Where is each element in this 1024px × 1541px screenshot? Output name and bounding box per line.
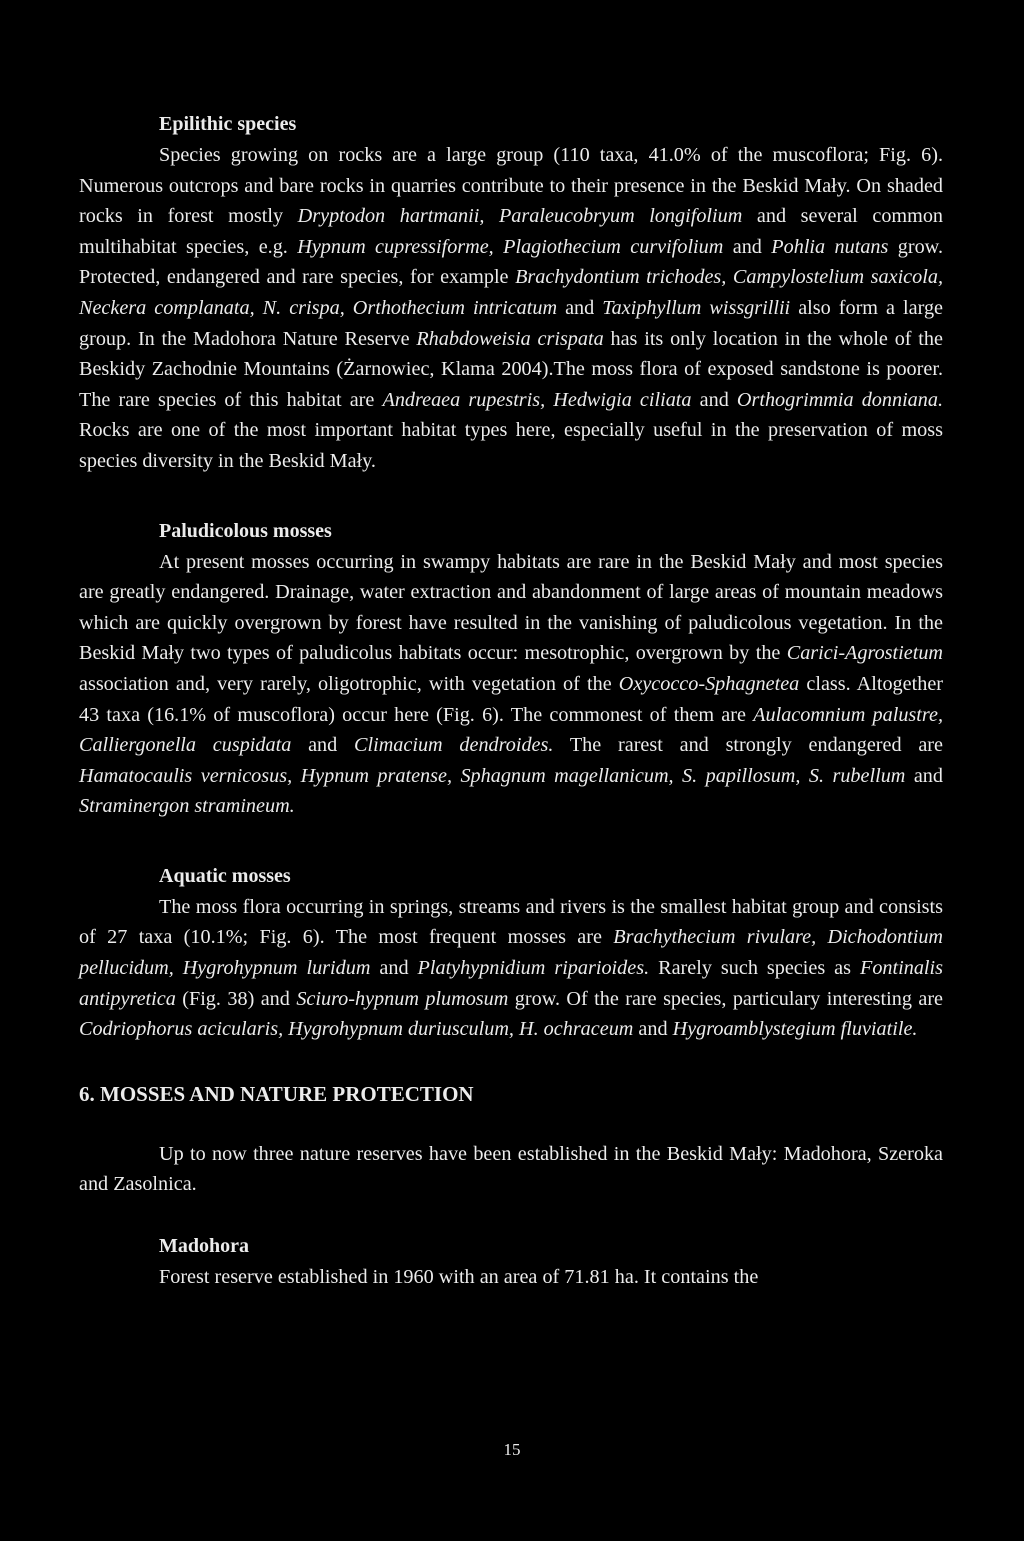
text-run: and	[723, 235, 772, 258]
text-run: The moss flora occurring in springs, streams and rivers is the smallest habitat group and consists of 27 taxa (10.1%; Fig. 6). The most frequent mosses are	[79, 895, 943, 949]
species-name: Taxiphyllum wissgrillii	[602, 296, 791, 319]
paragraph-epilithic	[79, 140, 943, 477]
species-name: Pohlia nutans	[771, 235, 889, 258]
text-run: At present mosses occurring in swampy habitats are rare in the Beskid Mały and most species are greatly endangered. Drainage, water extraction and abandonment of large areas of mountain meadows which are quickly overgrown by forest have resulted in the vanishing of paludicolous vegetation. In the Beskid Mały two types of paludicolus habitats occur: mesotrophic, overgrown by the	[79, 550, 943, 665]
text-run: class. Altogether 43 taxa (16.1% of muscoflora) occur here (Fig. 6). The commonest of them are	[79, 672, 943, 726]
paragraph-aquatic	[79, 892, 943, 1045]
text-run: Rarely such species as	[649, 957, 860, 980]
species-name: Brachythecium rivulare, Dichodontium pellucidum, Hygrohypnum luridum	[79, 926, 943, 980]
text-run: also form a large group. In the Madohora Nature Reserve	[79, 296, 943, 350]
heading-paludicolous: Paludicolous mosses	[159, 519, 332, 542]
species-name: Sciuro-hypnum plumosum	[296, 987, 509, 1010]
species-name: Aulacomnium palustre, Calliergonella cuspidata	[79, 703, 943, 757]
text-run: and	[370, 957, 418, 980]
species-name: Codriophorus acicularis, Hygrohypnum duriusculum, H. ochraceum	[79, 1018, 634, 1041]
text-run: has its only location in the whole of the Beskidy Zachodnie Mountains (Żarnowiec, Klama 2004).The moss flora of exposed sandstone is poorer. The rare species of this habitat are	[79, 327, 943, 411]
section-epilithic	[79, 110, 943, 477]
heading-nature-protection: 6. MOSSES AND NATURE PROTECTION	[79, 1081, 474, 1106]
section-aquatic	[79, 862, 943, 1045]
text-run: and	[557, 296, 603, 319]
species-name: Carici-Agrostietum	[786, 642, 943, 665]
text-run: Species growing on rocks are a large group (110 taxa, 41.0% of the muscoflora; Fig. 6). Numerous outcrops and bare rocks in quarries contribute to their presence in the Beskid Mały. On shaded rocks in forest mostly	[79, 144, 943, 228]
document-page	[79, 110, 943, 1293]
paragraph-paludicolous	[79, 547, 943, 822]
species-name: Fontinalis antipyretica	[79, 957, 943, 1010]
species-name: Andreaea rupestris, Hedwigia ciliata	[382, 388, 692, 411]
heading-aquatic: Aquatic mosses	[159, 864, 291, 887]
text-run: and	[691, 388, 737, 411]
text-run: grow. Of the rare species, particulary interesting are	[508, 987, 944, 1010]
species-name: Platyhypnidium riparioides.	[417, 957, 650, 980]
species-name: Climacium dendroides.	[354, 734, 554, 757]
species-name: Straminergon stramineum.	[79, 795, 295, 818]
species-name: Orthogrimmia donniana.	[736, 388, 944, 411]
text-run: and	[291, 734, 355, 757]
species-name: Oxycocco-Sphagnetea	[618, 672, 800, 695]
species-name: Hygroamblystegium fluviatile.	[672, 1018, 918, 1041]
text-run: and several common multihabitat species, e.g.	[79, 205, 944, 258]
species-name: Hamatocaulis vernicosus, Hypnum pratense, Sphagnum magellanicum, S. papillosum, S. rubellum	[79, 764, 906, 787]
species-name: Rhabdoweisia crispata	[416, 327, 604, 350]
text-run: association and, very rarely, oligotrophic, with vegetation of the	[79, 672, 619, 695]
text-run: grow. Protected, endangered and rare species, for example	[79, 235, 943, 289]
species-name: Brachydontium trichodes, Campylostelium saxicola, Neckera complanata, N. crispa, Orthothecium intricatum	[79, 266, 943, 319]
paragraph-madohora: Forest reserve established in 1960 with an area of 71.81 ha. It contains the	[159, 1266, 759, 1289]
text-run: Rocks are one of the most important habitat types here, especially useful in the preservation of moss species diversity in the Beskid Mały.	[79, 419, 943, 472]
species-name: Dryptodon hartmanii, Paraleucobryum longifolium	[297, 205, 743, 228]
species-name: Hypnum cupressiforme, Plagiothecium curvifolium	[297, 235, 724, 258]
text-run: The rarest and strongly endangered are	[553, 734, 943, 757]
text-run: and	[905, 764, 943, 787]
text-run: (Fig. 38) and	[175, 987, 297, 1010]
section-nature-protection	[79, 1079, 943, 1200]
heading-madohora: Madohora	[159, 1235, 249, 1258]
heading-epilithic: Epilithic species	[159, 113, 297, 135]
text-run: and	[633, 1018, 673, 1041]
paragraph-nature-protection: Up to now three nature reserves have been established in the Beskid Mały: Madohora, Szeroka and Zasolnica.	[79, 1142, 943, 1196]
page-number: 15	[503, 1440, 521, 1459]
section-madohora	[79, 1232, 943, 1293]
section-paludicolous	[79, 517, 943, 822]
